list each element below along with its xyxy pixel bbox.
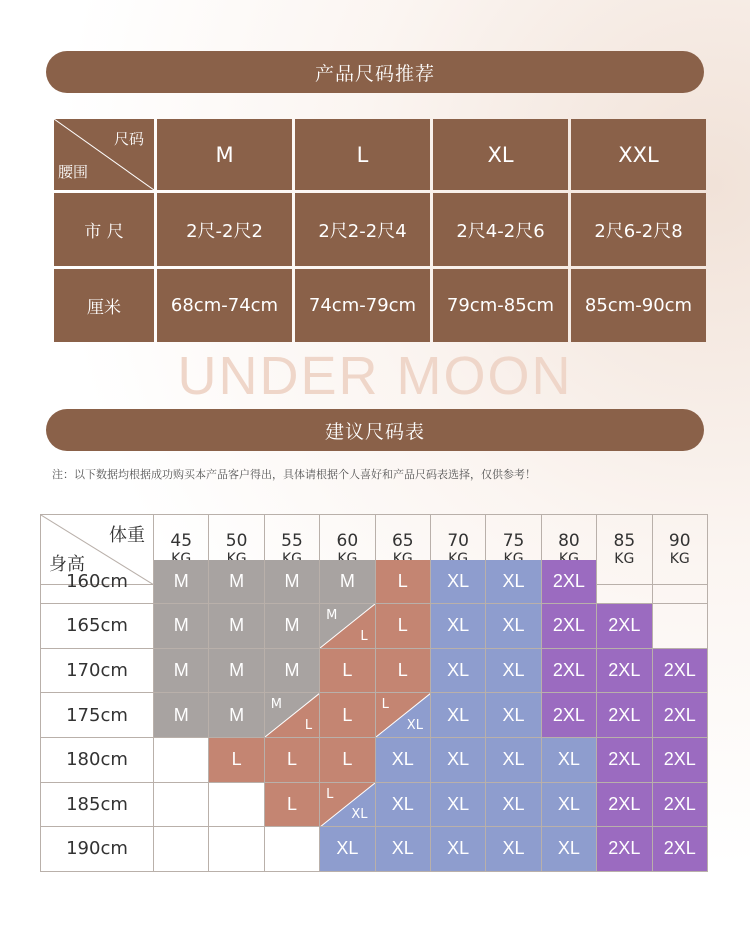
size-cell: XL bbox=[486, 560, 541, 605]
corner-waist-label: 腰围 bbox=[58, 163, 89, 181]
size-cell: XL bbox=[320, 827, 375, 872]
empty-cell bbox=[209, 783, 264, 828]
waist-value: 68cm-74cm bbox=[157, 269, 292, 342]
height-weight-size-chart bbox=[40, 514, 708, 872]
split-size-a: L bbox=[381, 697, 389, 713]
size-cell: XL bbox=[431, 693, 486, 738]
weight-value: 50 bbox=[225, 530, 248, 551]
size-cell: 2XL bbox=[653, 693, 708, 738]
size-cell: 2XL bbox=[597, 827, 652, 872]
weight-value: 90 bbox=[668, 530, 691, 551]
size-cell: 2XL bbox=[653, 827, 708, 872]
split-size-b: XL bbox=[406, 717, 423, 733]
size-cell: M bbox=[209, 560, 264, 605]
row-label-shichi: 市 尺 bbox=[54, 193, 154, 266]
size-cell: L bbox=[209, 738, 264, 783]
size-cell: XL bbox=[486, 827, 541, 872]
size-cell: 2XL bbox=[542, 693, 597, 738]
size-cell: M bbox=[154, 604, 209, 649]
size-cell: M bbox=[209, 693, 264, 738]
size-cell: 2XL bbox=[597, 693, 652, 738]
size-cell: XL bbox=[486, 693, 541, 738]
weight-value: 45 bbox=[170, 530, 193, 551]
empty-cell bbox=[154, 827, 209, 872]
split-size-b: XL bbox=[351, 807, 368, 823]
weight-value: 85 bbox=[613, 530, 636, 551]
reference-note: 注：以下数据均根据成功购买本产品客户得出，具体请根据个人喜好和产品尺码表选择，仅供参考！ bbox=[52, 468, 536, 481]
split-size-b: L bbox=[304, 717, 313, 733]
waist-value: 2尺6-2尺8 bbox=[571, 193, 706, 266]
size-cell: 2XL bbox=[653, 649, 708, 694]
size-cell: XL bbox=[486, 604, 541, 649]
waist-value: 79cm-85cm bbox=[433, 269, 568, 342]
size-cell: XL bbox=[431, 738, 486, 783]
size-cell: L bbox=[320, 738, 375, 783]
size-cell: L bbox=[376, 560, 431, 605]
size-cell: XL bbox=[542, 738, 597, 783]
split-size-b: L bbox=[360, 628, 368, 644]
split-size-a: L bbox=[326, 786, 334, 802]
height-label: 165cm bbox=[41, 604, 154, 649]
empty-cell bbox=[653, 560, 708, 605]
waist-value: 2尺4-2尺6 bbox=[433, 193, 568, 266]
size-cell: 2XL bbox=[653, 738, 708, 783]
empty-cell bbox=[209, 827, 264, 872]
height-label: 170cm bbox=[41, 649, 154, 694]
size-cell: L bbox=[320, 693, 375, 738]
size-cell: XL bbox=[486, 783, 541, 828]
weight-value: 70 bbox=[447, 530, 469, 551]
empty-cell bbox=[265, 827, 320, 872]
size-cell: XL bbox=[431, 783, 486, 828]
size-cell: XL bbox=[542, 783, 597, 828]
split-size-cell bbox=[376, 693, 431, 738]
size-header-xxl: XXL bbox=[571, 119, 706, 190]
waist-value: 2尺-2尺2 bbox=[157, 193, 292, 266]
size-cell: 2XL bbox=[653, 783, 708, 828]
size-header-l: L bbox=[295, 119, 430, 190]
size-cell: M bbox=[209, 604, 264, 649]
corner-size-label: 尺码 bbox=[113, 130, 144, 148]
empty-cell bbox=[597, 560, 652, 605]
size-cell: M bbox=[320, 560, 375, 605]
size-cell: 2XL bbox=[597, 738, 652, 783]
size-chart-banner: 建议尺码表 bbox=[46, 409, 704, 451]
split-size-cell bbox=[320, 783, 375, 828]
size-cell: 2XL bbox=[597, 649, 652, 694]
waist-value: 74cm-79cm bbox=[295, 269, 430, 342]
split-size-cell bbox=[265, 693, 320, 738]
size-cell: XL bbox=[486, 738, 541, 783]
weight-unit: KG bbox=[614, 551, 635, 568]
size-cell: L bbox=[265, 738, 320, 783]
height-label: 160cm bbox=[41, 560, 154, 605]
size-cell: M bbox=[154, 693, 209, 738]
size-cell: XL bbox=[431, 649, 486, 694]
size-cell: M bbox=[154, 649, 209, 694]
size-cell: XL bbox=[376, 783, 431, 828]
product-size-banner: 产品尺码推荐 bbox=[46, 51, 704, 93]
size-header-m: M bbox=[157, 119, 292, 190]
waist-table-corner bbox=[54, 119, 154, 190]
empty-cell bbox=[154, 783, 209, 828]
size-cell: 2XL bbox=[597, 604, 652, 649]
corner-height-label: 身高 bbox=[49, 554, 85, 575]
size-cell: L bbox=[376, 649, 431, 694]
size-cell: XL bbox=[431, 827, 486, 872]
size-header-xl: XL bbox=[433, 119, 568, 190]
size-cell: 2XL bbox=[542, 649, 597, 694]
split-size-a: M bbox=[270, 697, 282, 713]
weight-value: 55 bbox=[281, 530, 303, 551]
empty-cell bbox=[653, 604, 708, 649]
corner-weight-label: 体重 bbox=[109, 525, 145, 546]
size-cell: M bbox=[265, 560, 320, 605]
weight-value: 60 bbox=[336, 530, 359, 551]
size-cell: 2XL bbox=[542, 560, 597, 605]
height-label: 190cm bbox=[41, 827, 154, 872]
size-cell: 2XL bbox=[542, 604, 597, 649]
height-label: 180cm bbox=[41, 738, 154, 783]
waist-value: 85cm-90cm bbox=[571, 269, 706, 342]
weight-value: 75 bbox=[502, 530, 525, 551]
split-size-cell bbox=[320, 604, 375, 649]
size-cell: XL bbox=[431, 560, 486, 605]
weight-value: 80 bbox=[558, 530, 580, 551]
split-size-a: M bbox=[326, 608, 338, 624]
row-label-cm: 厘米 bbox=[54, 269, 154, 342]
size-cell: XL bbox=[431, 604, 486, 649]
empty-cell bbox=[154, 738, 209, 783]
height-label: 185cm bbox=[41, 783, 154, 828]
waist-size-table bbox=[51, 116, 709, 345]
size-cell: L bbox=[265, 783, 320, 828]
size-cell: M bbox=[265, 604, 320, 649]
size-cell: XL bbox=[376, 827, 431, 872]
size-cell: XL bbox=[542, 827, 597, 872]
size-cell: 2XL bbox=[597, 783, 652, 828]
size-cell: XL bbox=[486, 649, 541, 694]
size-cell: L bbox=[320, 649, 375, 694]
size-cell: XL bbox=[376, 738, 431, 783]
height-label: 175cm bbox=[41, 693, 154, 738]
size-cell: M bbox=[209, 649, 264, 694]
waist-value: 2尺2-2尺4 bbox=[295, 193, 430, 266]
weight-value: 65 bbox=[391, 530, 414, 551]
brand-watermark: UNDER MOON bbox=[177, 346, 573, 406]
weight-unit: KG bbox=[669, 551, 690, 568]
size-cell: M bbox=[265, 649, 320, 694]
size-cell: M bbox=[154, 560, 209, 605]
size-cell: L bbox=[376, 604, 431, 649]
